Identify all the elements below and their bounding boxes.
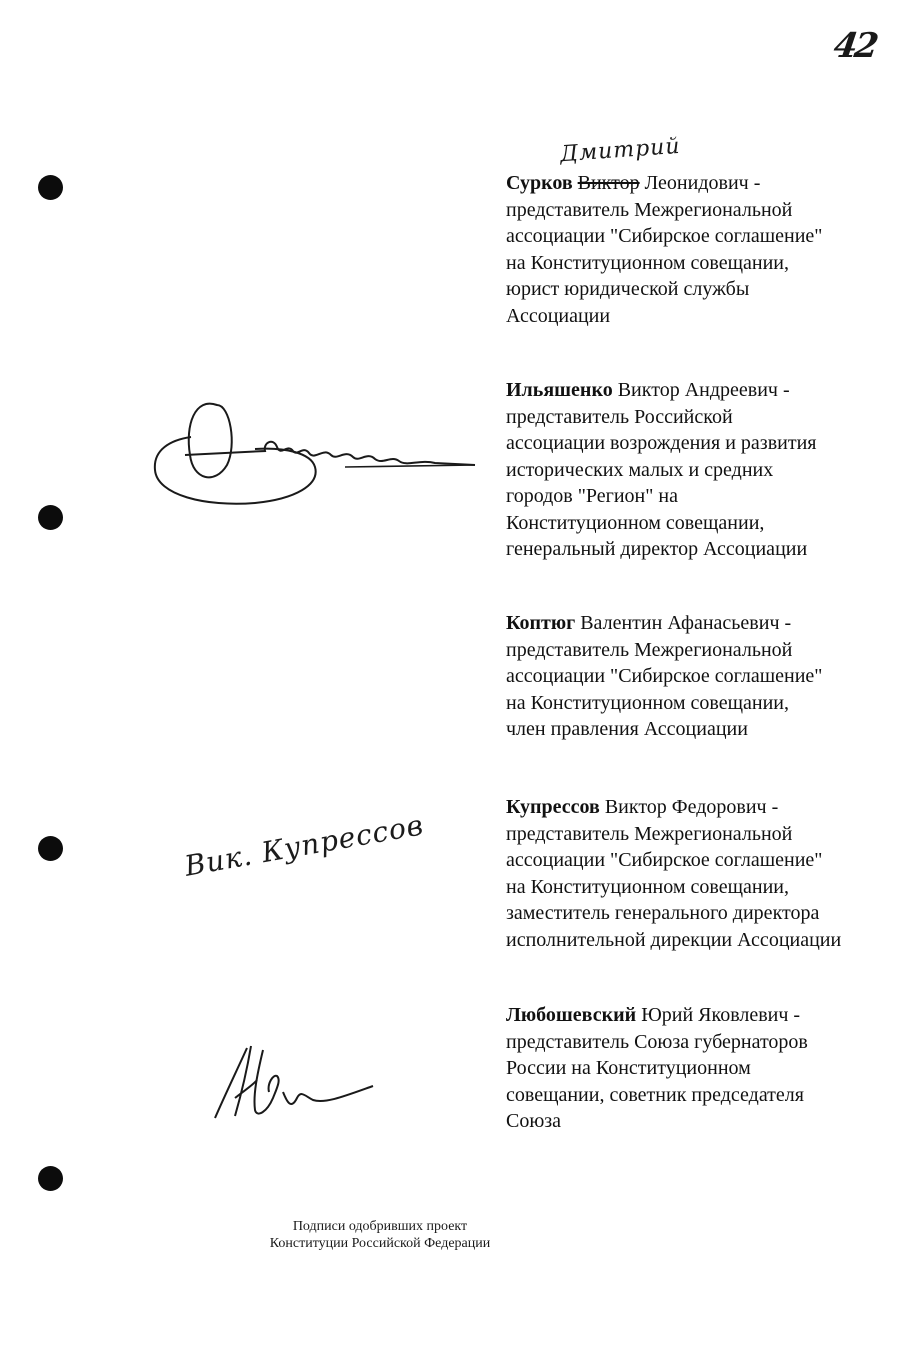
entry-line: совещании, советник председателя bbox=[506, 1083, 804, 1106]
entry-kupressov bbox=[506, 794, 886, 953]
entry-koptyug bbox=[506, 610, 886, 743]
entry-line: представитель Союза губернаторов bbox=[506, 1030, 808, 1053]
entry-line: городов "Регион" на bbox=[506, 485, 679, 507]
punch-hole bbox=[38, 175, 63, 200]
entry-heading-line bbox=[506, 610, 886, 637]
footer-line-1: Подписи одобривших проект bbox=[292, 1219, 468, 1234]
footer-line-2: Конституции Российской Федерации bbox=[269, 1236, 491, 1251]
entry-line: представитель Межрегиональной bbox=[506, 198, 793, 221]
entry-line: заместитель генерального директора bbox=[506, 902, 820, 924]
entry-surkov bbox=[506, 170, 886, 329]
struck-first-name: Виктор bbox=[577, 172, 640, 194]
entry-line: представитель Российской bbox=[506, 405, 733, 428]
entry-heading-line bbox=[506, 170, 886, 197]
entry-line: Ассоциации bbox=[506, 304, 611, 327]
entry-line: генеральный директор Ассоциации bbox=[506, 538, 808, 560]
entry-line: исполнительной дирекции Ассоциации bbox=[506, 928, 842, 951]
patronymic: Леонидович - bbox=[639, 172, 761, 194]
entry-line: Союза bbox=[506, 1110, 562, 1132]
entry-line: ассоциации возрождения и развития bbox=[506, 432, 817, 454]
punch-hole bbox=[38, 836, 63, 861]
entry-line: исторических малых и средних bbox=[506, 458, 774, 481]
signature-kupressov: Вик. Купрессов bbox=[182, 808, 427, 883]
entry-line: Конституционном совещании, bbox=[506, 511, 765, 534]
punch-hole bbox=[38, 505, 63, 530]
entry-line: ассоциации "Сибирское соглашение" bbox=[506, 849, 823, 871]
entry-ilyashenko bbox=[506, 377, 886, 563]
signature-ilyashenko bbox=[145, 385, 490, 520]
entry-line: член правления Ассоциации bbox=[506, 718, 748, 740]
entry-line: на Конституционном совещании, bbox=[506, 691, 789, 714]
page-number: 42 bbox=[831, 26, 879, 66]
entry-line: ассоциации "Сибирское соглашение" bbox=[506, 665, 823, 687]
entry-line: представитель Межрегиональной bbox=[506, 822, 793, 845]
entry-line: ассоциации "Сибирское соглашение" bbox=[506, 225, 823, 247]
surname: Купрессов bbox=[506, 796, 600, 818]
name-rest: Виктор Андреевич - bbox=[612, 379, 790, 401]
punch-hole bbox=[38, 1166, 63, 1191]
entry-luboshevsky bbox=[506, 1002, 886, 1135]
entry-line: представитель Межрегиональной bbox=[506, 638, 793, 661]
handwritten-correction: Дмитрий bbox=[559, 133, 682, 168]
surname: Коптюг bbox=[506, 612, 576, 634]
signature-luboshevsky bbox=[205, 1040, 385, 1125]
surname: Сурков bbox=[506, 172, 573, 194]
name-rest: Юрий Яковлевич - bbox=[636, 1004, 801, 1026]
entry-heading-line bbox=[506, 1002, 886, 1029]
footer-caption bbox=[240, 1218, 520, 1252]
entry-heading-line bbox=[506, 377, 886, 404]
entry-line: на Конституционном совещании, bbox=[506, 251, 789, 274]
entry-heading-line bbox=[506, 794, 886, 821]
entry-line: России на Конституционном bbox=[506, 1057, 751, 1079]
name-rest: Виктор Федорович - bbox=[599, 796, 779, 818]
surname: Ильяшенко bbox=[506, 379, 613, 401]
entry-line: юрист юридической службы bbox=[506, 278, 750, 300]
surname: Любошевский bbox=[506, 1004, 637, 1026]
entry-line: на Конституционном совещании, bbox=[506, 875, 789, 898]
name-rest: Валентин Афанасьевич - bbox=[575, 612, 792, 634]
